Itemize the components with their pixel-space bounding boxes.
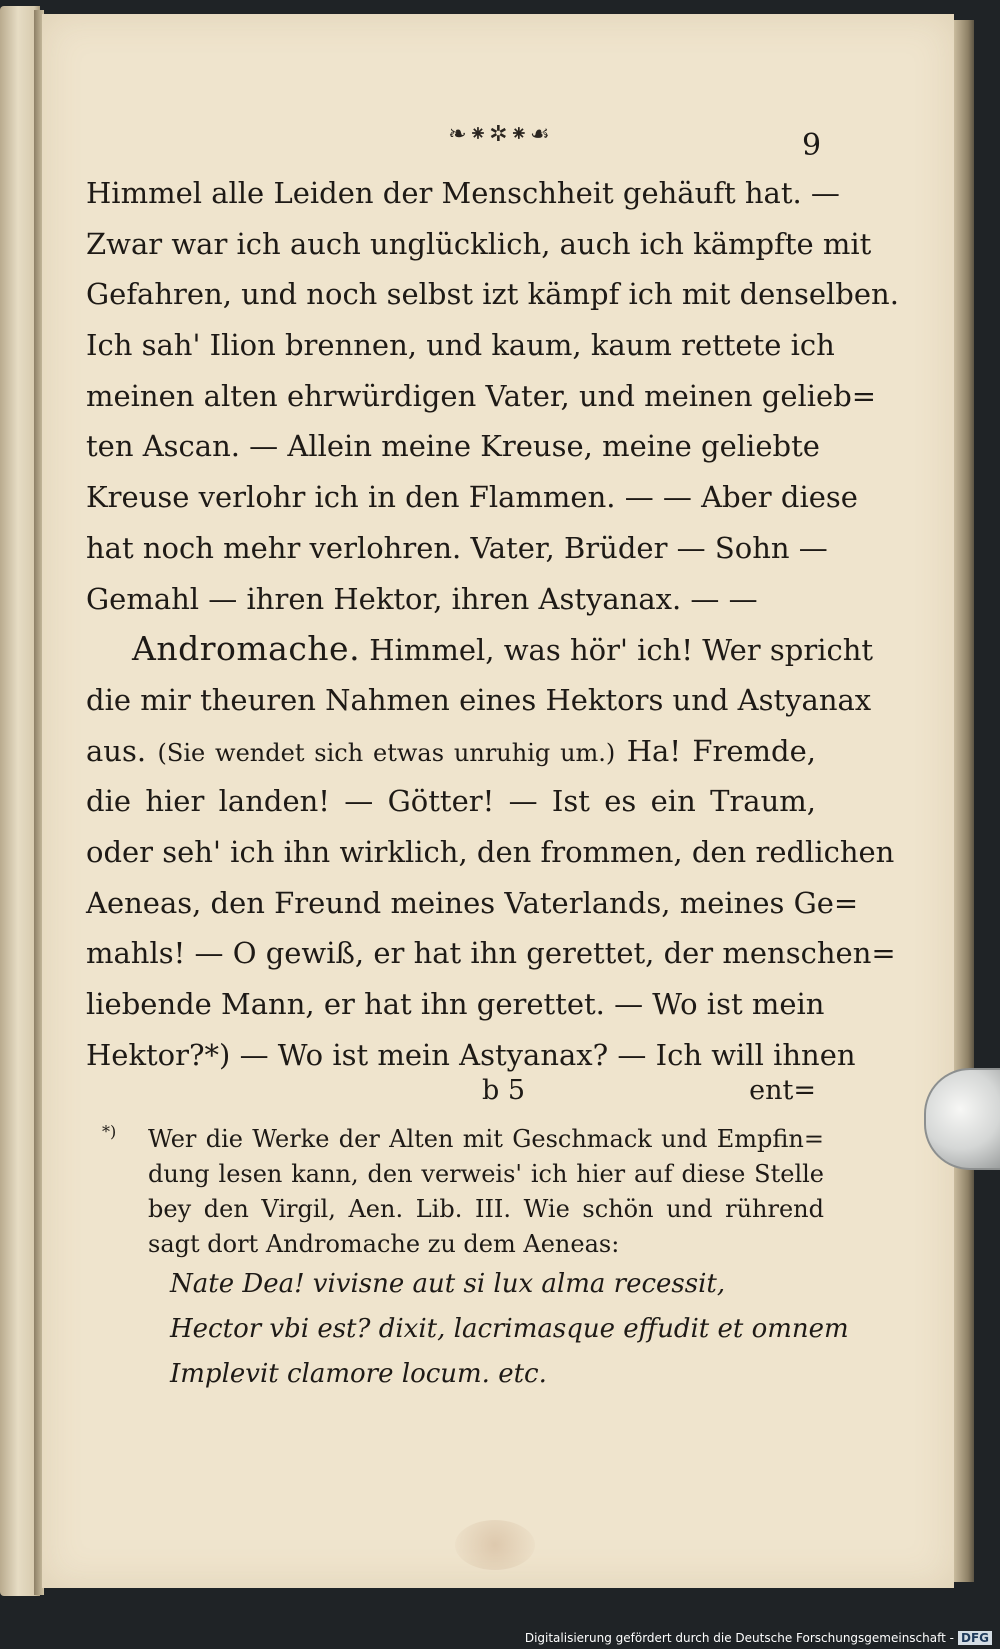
latin-quote bbox=[170, 1262, 849, 1397]
text-line: Aeneas, den Freund meines Vaterlands, meines Ge= bbox=[86, 885, 859, 920]
quote-line: Implevit clamore locum. etc. bbox=[170, 1359, 547, 1389]
quote-line: Nate Dea! vivisne aut si lux alma recessit, bbox=[170, 1269, 726, 1299]
speech-stage-line bbox=[86, 726, 816, 777]
paper-stain bbox=[455, 1520, 535, 1570]
text-line: Hektor?*) — Wo ist mein Astyanax? — Ich will ihnen bbox=[86, 1037, 856, 1072]
speech-first-line bbox=[86, 624, 874, 675]
dfg-logo: DFG bbox=[958, 1631, 992, 1645]
footnote-marker: *) bbox=[102, 1122, 117, 1141]
quote-line: Hector vbi est? dixit, lacrimasque effudit et omnem bbox=[170, 1314, 849, 1344]
footnote-line: sagt dort Andromache zu dem Aeneas: bbox=[148, 1230, 620, 1258]
text-line: meinen alten ehrwürdigen Vater, und meinen gelieb= bbox=[86, 378, 877, 413]
footer-text: Digitalisierung gefördert durch die Deutsche Forschungsgemeinschaft - bbox=[524, 1631, 954, 1645]
speaker-name: Andromache. bbox=[132, 629, 361, 669]
text-line: oder seh' ich ihn wirklich, den frommen, den redlichen bbox=[86, 834, 895, 869]
text-line: Gemahl — ihren Hektor, ihren Astyanax. — — bbox=[86, 581, 758, 616]
footnote-line: bey den Virgil, Aen. Lib. III. Wie schön und rührend bbox=[148, 1195, 824, 1223]
text-line: ten Ascan. — Allein meine Kreuse, meine geliebte bbox=[86, 429, 820, 464]
text-line: hat noch mehr verlohren. Vater, Brüder — Sohn — bbox=[86, 530, 828, 565]
text-line: die hier landen! — Götter! — Ist es ein Traum, bbox=[86, 784, 816, 819]
page-clip bbox=[924, 1068, 1000, 1170]
text-line: Zwar war ich auch unglücklich, auch ich kämpfte mit bbox=[86, 226, 872, 261]
footnote-line: dung lesen kann, den verweis' ich hier auf diese Stelle bbox=[148, 1160, 824, 1188]
text-line: die mir theuren Nahmen eines Hektors und Astyanax bbox=[86, 682, 872, 717]
speech-text: Himmel, was hör' ich! Wer spricht bbox=[369, 633, 874, 668]
digitization-footer bbox=[525, 1631, 992, 1645]
page-number: 9 bbox=[802, 128, 822, 163]
text-line: Himmel alle Leiden der Menschheit gehäuft hat. — bbox=[86, 176, 840, 210]
catchword: ent= bbox=[749, 1075, 816, 1106]
page-fore-edge bbox=[954, 20, 974, 1582]
text-line: Gefahren, und noch selbst izt kämpf ich mit denselben. bbox=[86, 277, 899, 312]
speech-text: aus. bbox=[86, 733, 147, 768]
text-line: Kreuse verlohr ich in den Flammen. — — Aber diese bbox=[86, 480, 858, 515]
signature-mark: b 5 bbox=[482, 1075, 526, 1106]
speech-text: Ha! Fremde, bbox=[626, 733, 816, 768]
footnote bbox=[102, 1122, 824, 1262]
text-line: liebende Mann, er hat ihn gerettet. — Wo ist mein bbox=[86, 987, 825, 1021]
stage-direction: (Sie wendet sich etwas unruhig um.) bbox=[157, 738, 616, 767]
main-text bbox=[86, 168, 899, 1080]
signature-row bbox=[86, 1075, 816, 1111]
footnote-line: Wer die Werke der Alten mit Geschmack und Empfin= bbox=[148, 1125, 824, 1153]
header-ornament: ❧⁕✲⁕☙ bbox=[448, 122, 552, 147]
text-line: mahls! — O gewiß, er hat ihn gerettet, der menschen= bbox=[86, 936, 896, 971]
text-line: Ich sah' Ilion brennen, und kaum, kaum rettete ich bbox=[86, 328, 835, 363]
